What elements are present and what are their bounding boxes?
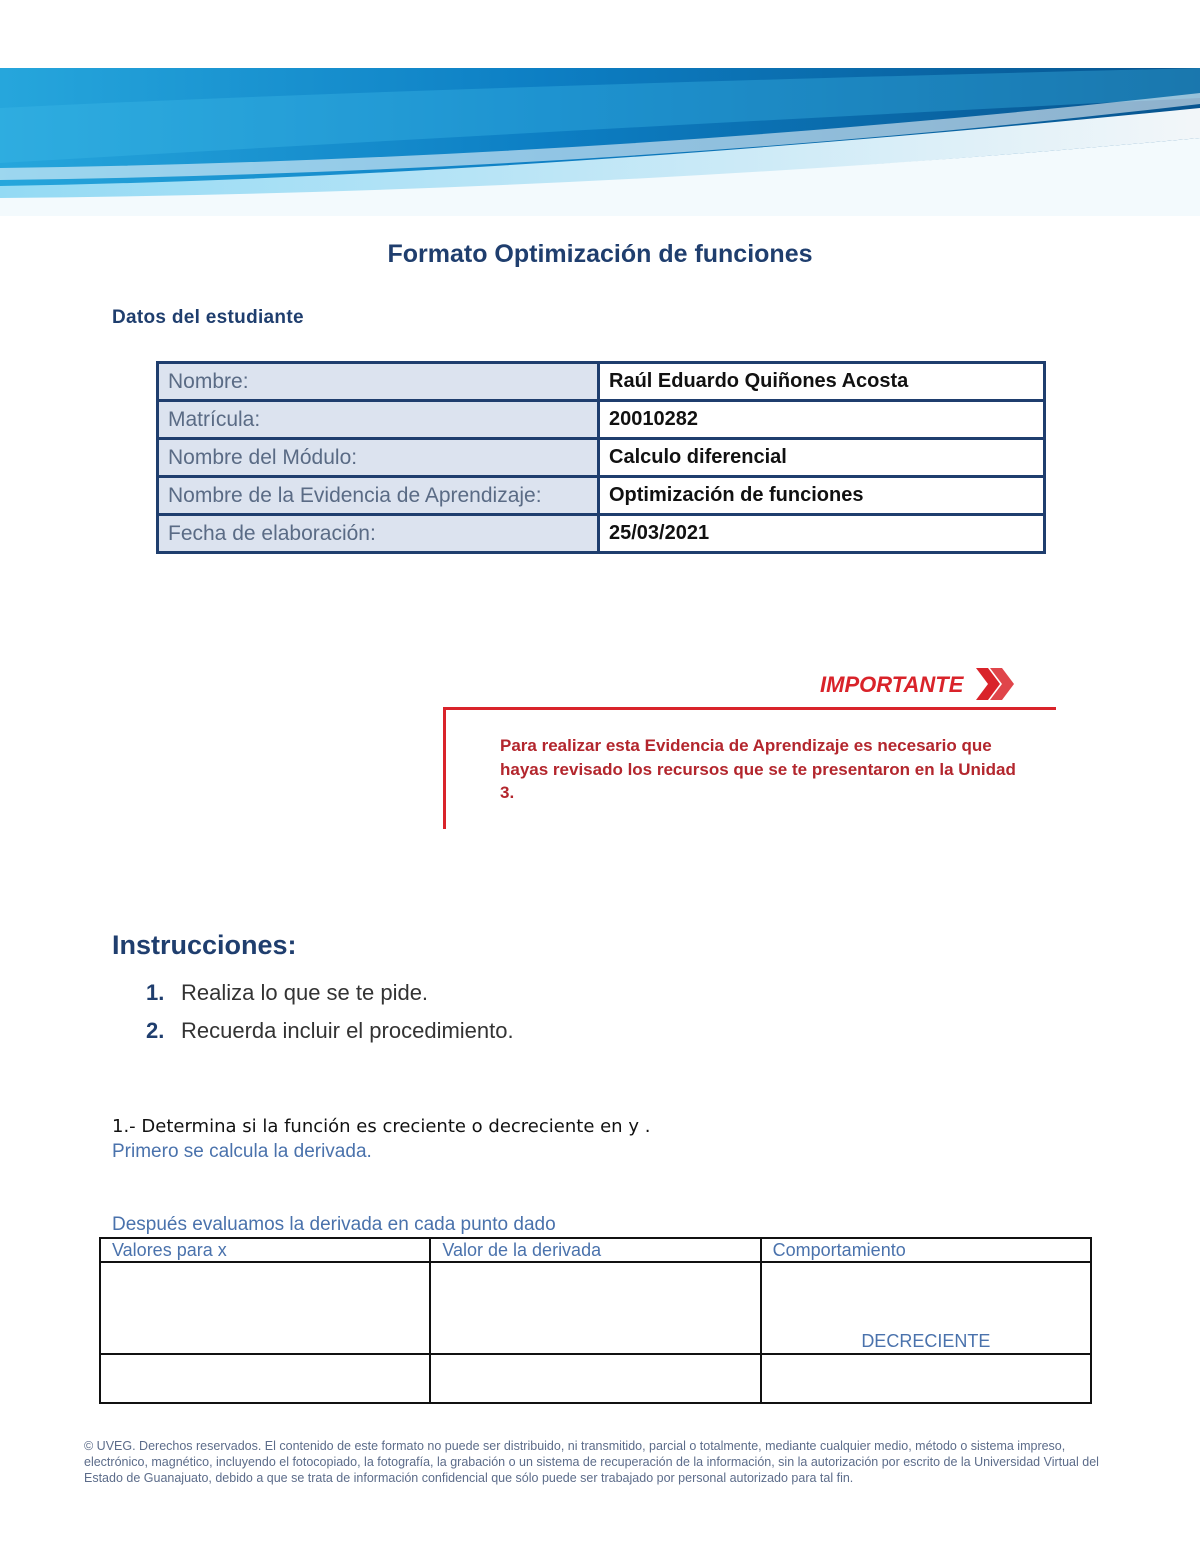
instructions-list [146, 978, 514, 1054]
name-value: Raúl Eduardo Quiñones Acosta [599, 363, 1045, 401]
table-cell [761, 1262, 1091, 1354]
header-banner [0, 68, 1200, 216]
double-chevron-icon [974, 664, 1018, 709]
enrollment-value: 20010282 [599, 401, 1045, 439]
derivative-table [99, 1237, 1092, 1404]
table-cell [430, 1354, 760, 1403]
item-number: 2. [146, 1018, 165, 1043]
derivative-note: Primero se calcula la derivada. [112, 1141, 372, 1162]
student-data-table [156, 361, 1046, 554]
table-row [158, 477, 1045, 515]
table-row [158, 439, 1045, 477]
table-header-row [100, 1238, 1091, 1262]
table-row [100, 1354, 1091, 1403]
evaluate-note: Después evaluamos la derivada en cada punto dado [112, 1214, 556, 1235]
important-title: IMPORTANTE [820, 672, 964, 697]
date-label: Fecha de elaboración: [158, 515, 599, 553]
instructions-title: Instrucciones: [112, 930, 297, 960]
document-title: Formato Optimización de funciones [387, 240, 813, 268]
table-cell [761, 1354, 1091, 1403]
item-number: 1. [146, 980, 165, 1005]
header-behavior: Comportamiento [761, 1238, 1091, 1262]
table-row [158, 515, 1045, 553]
enrollment-label: Matrícula: [158, 401, 599, 439]
header-derivative-value: Valor de la derivada [430, 1238, 760, 1262]
copyright-footer: © UVEG. Derechos reservados. El contenido de este formato no puede ser distribuido, ni transmitido, parcial o totalmente, mediante cualquier medio, método o sistema impreso, electrónico, magnético, incluyendo el fotocopiado, la fotografía, la grabación o un sistema de recuperación de la información, sin la autorización por escrito de la Universidad Virtual del Estado de Guanajuato, debido a que se trata de información confidencial que sólo puede ser trabajado por personal autorizado para tal fin. [84, 1439, 1099, 1485]
evidence-value: Optimización de funciones [599, 477, 1045, 515]
table-row [100, 1262, 1091, 1354]
list-item [146, 1016, 514, 1054]
module-label: Nombre del Módulo: [158, 439, 599, 477]
table-row [158, 363, 1045, 401]
header-x-values: Valores para x [100, 1238, 430, 1262]
table-cell [430, 1262, 760, 1354]
date-value: 25/03/2021 [599, 515, 1045, 553]
table-cell [100, 1262, 430, 1354]
item-text: Realiza lo que se te pide. [181, 980, 429, 1005]
list-item [146, 978, 514, 1016]
table-row [158, 401, 1045, 439]
question-1-prompt: 1.- Determina si la función es creciente o decreciente en y . [112, 1116, 651, 1137]
item-text: Recuerda incluir el procedimiento. [181, 1018, 514, 1043]
evidence-label: Nombre de la Evidencia de Aprendizaje: [158, 477, 599, 515]
banner-graphic [0, 68, 1200, 216]
behavior-value: DECRECIENTE [861, 1331, 991, 1351]
name-label: Nombre: [158, 363, 599, 401]
important-border-left [443, 707, 446, 829]
student-data-heading: Datos del estudiante [112, 307, 304, 328]
important-text: Para realizar esta Evidencia de Aprendizaje es necesario que hayas revisado los recursos que se te presentaron en la Unidad 3. [500, 736, 1016, 802]
important-border-top [443, 707, 1056, 710]
table-cell [100, 1354, 430, 1403]
module-value: Calculo diferencial [599, 439, 1045, 477]
